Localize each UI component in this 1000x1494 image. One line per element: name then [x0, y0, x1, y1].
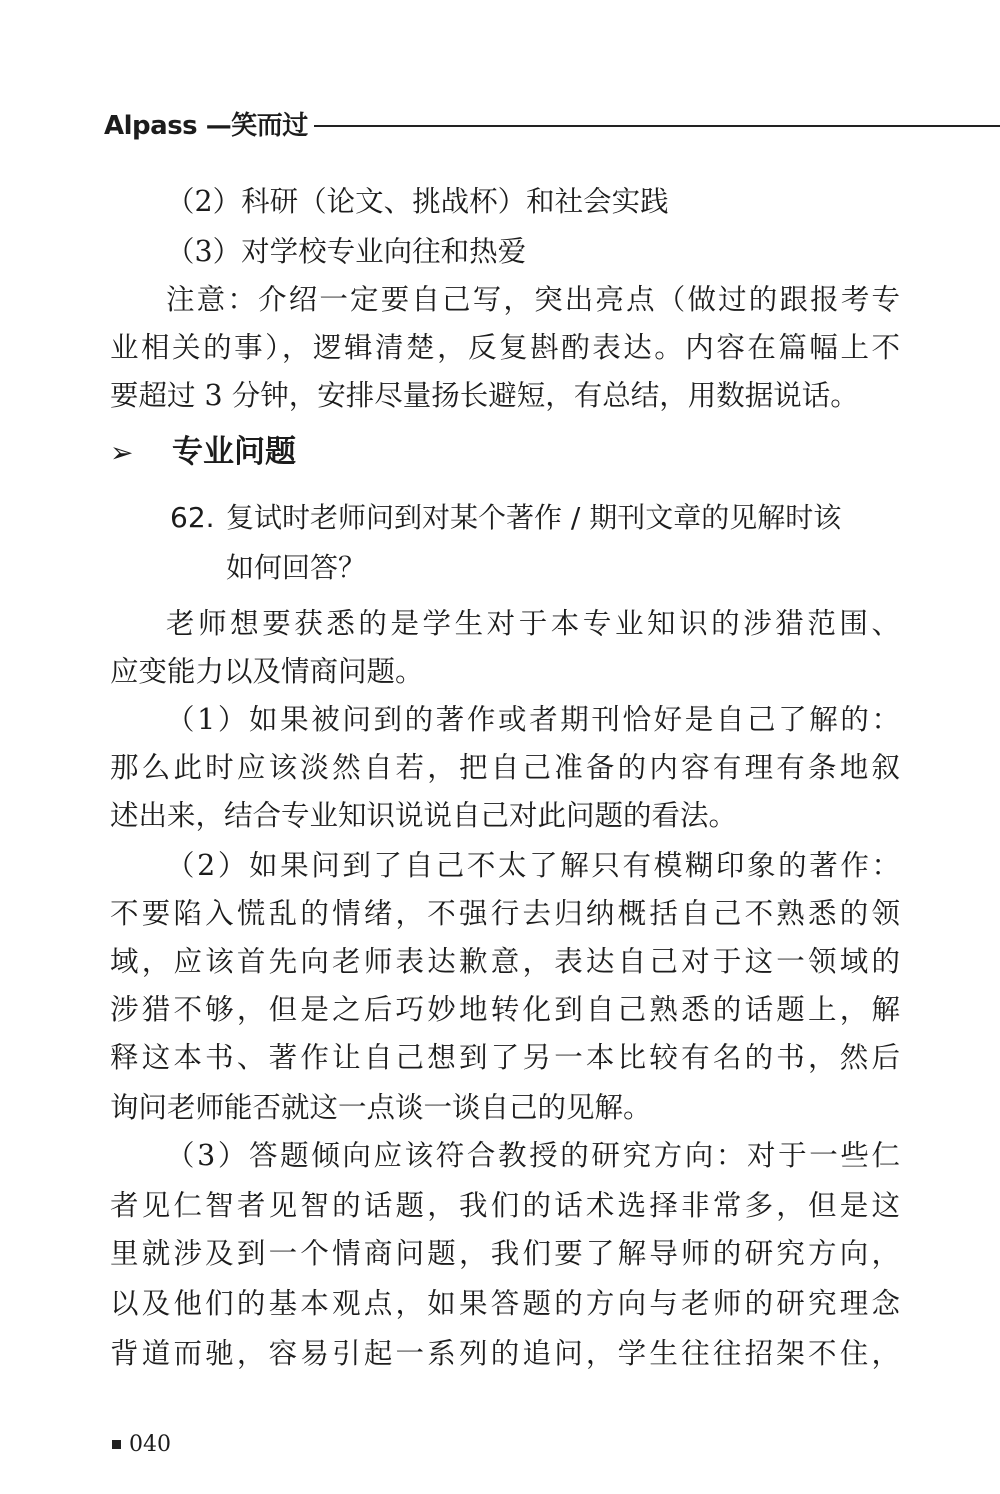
- header-brand: Alpass —笑而过: [104, 111, 308, 141]
- body-line: 不要陷入慌乱的情绪，不强行去归纳概括自己不熟悉的领: [110, 897, 900, 930]
- running-header: [104, 106, 1000, 146]
- body-line: 以及他们的基本观点，如果答题的方向与老师的研究理念: [110, 1287, 900, 1320]
- header-rule: [314, 125, 1000, 127]
- body-line: （3）答题倾向应该符合教授的研究方向：对于一些仁: [166, 1139, 900, 1172]
- intro-line: （3）对学校专业向往和热爱: [166, 235, 527, 268]
- square-bullet-icon: [112, 1440, 121, 1449]
- body-line: 释这本书、著作让自己想到了另一本比较有名的书，然后: [110, 1041, 900, 1074]
- page-footer: [112, 1430, 171, 1460]
- body-line: 老师想要获悉的是学生对于本专业知识的涉猎范围、: [166, 607, 900, 640]
- intro-line: 业相关的事），逻辑清楚，反复斟酌表达。内容在篇幅上不: [110, 331, 900, 364]
- body-line: 述出来，结合专业知识说说自己对此问题的看法。: [110, 799, 738, 832]
- intro-line: （2）科研（论文、挑战杯）和社会实践: [166, 185, 669, 218]
- page-number: 040: [129, 1432, 171, 1457]
- body-line: 询问老师能否就这一点谈一谈自己的见解。: [110, 1091, 652, 1124]
- body-line: 背道而驰，容易引起一系列的追问，学生往往招架不住，: [110, 1337, 900, 1370]
- body-line: 涉猎不够，但是之后巧妙地转化到自己熟悉的话题上，解: [110, 993, 900, 1026]
- intro-line: 注意：介绍一定要自己写，突出亮点（做过的跟报考专: [166, 283, 900, 316]
- section-heading-text: 专业问题: [172, 434, 296, 470]
- body-line: 里就涉及到一个情商问题，我们要了解导师的研究方向，: [110, 1237, 900, 1270]
- arrow-bullet-icon: ➢: [110, 436, 134, 469]
- body-line: （2）如果问到了自己不太了解只有模糊印象的著作：: [166, 849, 900, 882]
- body-line: 域，应该首先向老师表达歉意，表达自己对于这一领域的: [110, 945, 900, 978]
- question-title-line: 复试时老师问到对某个著作 / 期刊文章的见解时该: [226, 501, 842, 534]
- question-number: 62.: [170, 501, 215, 534]
- body-line: 应变能力以及情商问题。: [110, 655, 424, 688]
- body-line: 那么此时应该淡然自若，把自己准备的内容有理有条地叙: [110, 751, 900, 784]
- question-title-line: 如何回答？: [226, 551, 367, 584]
- body-line: （1）如果被问到的著作或者期刊恰好是自己了解的：: [166, 703, 900, 736]
- section-heading: [110, 424, 296, 480]
- intro-line: 要超过 3 分钟，安排尽量扬长避短，有总结，用数据说话。: [110, 379, 859, 412]
- body-line: 者见仁智者见智的话题，我们的话术选择非常多，但是这: [110, 1189, 900, 1222]
